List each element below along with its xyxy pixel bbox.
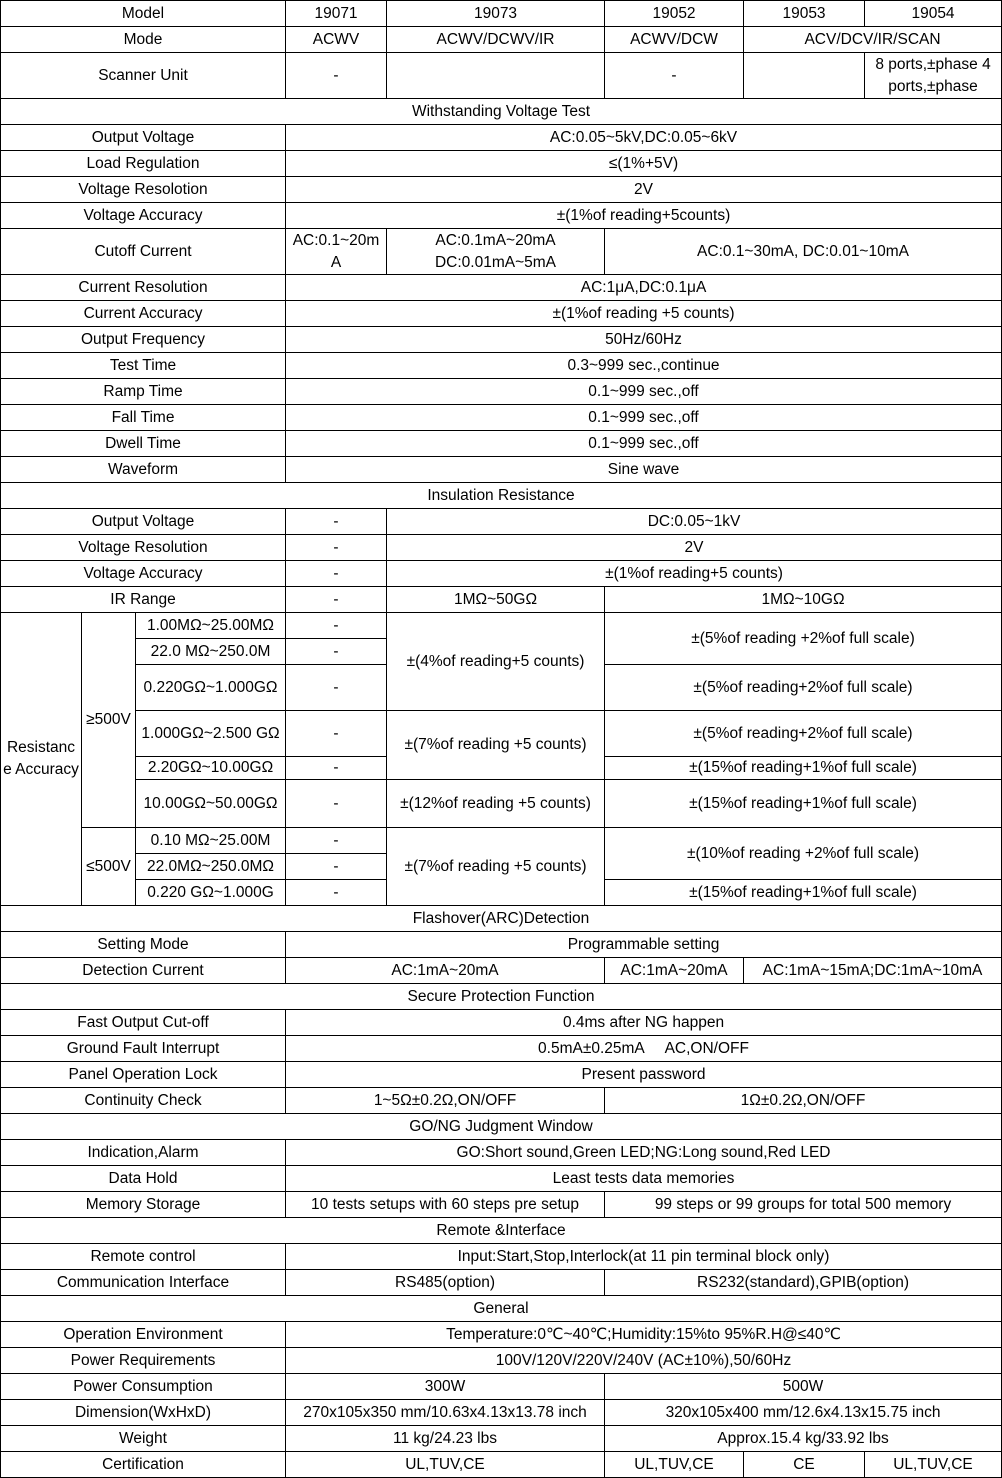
ir-19071-value: - [286, 757, 387, 780]
row-label: Operation Environment [1, 1322, 286, 1348]
row-value: AC:1μA,DC:0.1μA [286, 275, 1002, 301]
mode-19071: ACWV [286, 27, 387, 53]
row-value: Least tests data memories [286, 1166, 1002, 1192]
ir-19071-value: - [286, 535, 387, 561]
table-row [1, 1452, 1002, 1478]
acc-19052-19054: ±(5%of reading+2%of full scale) [605, 711, 1002, 757]
scanner-label: Scanner Unit [1, 53, 286, 99]
ir-range-19052-19054: 1MΩ~10GΩ [605, 587, 1002, 613]
row-value: DC:0.05~1kV [387, 509, 1002, 535]
section-header [1, 906, 1002, 932]
row-label: Weight [1, 1426, 286, 1452]
ir-19071-value: - [286, 880, 387, 906]
model-19054: 19054 [865, 1, 1002, 27]
mode-label: Mode [1, 27, 286, 53]
row-value: ≤(1%+5V) [286, 151, 1002, 177]
acc-19052-19054: ±(5%of reading+2%of full scale) [605, 665, 1002, 711]
acc-19073: ±(7%of reading +5 counts) [387, 828, 605, 906]
memory-19052-19054: 99 steps or 99 groups for total 500 memory [605, 1192, 1002, 1218]
section-title-remote: Remote &Interface [1, 1218, 1002, 1244]
row-label: Output Voltage [1, 125, 286, 151]
ir-19071-value: - [286, 828, 387, 854]
table-row [1, 353, 1002, 379]
table-row [1, 1010, 1002, 1036]
table-row [1, 405, 1002, 431]
range-cell: 1.00MΩ~25.00MΩ [136, 613, 286, 639]
voltage-ge500-label: ≥500V [82, 613, 136, 828]
row-label: Current Accuracy [1, 301, 286, 327]
cert-19053: CE [744, 1452, 865, 1478]
table-row [1, 561, 1002, 587]
cert-19054: UL,TUV,CE [865, 1452, 1002, 1478]
row-label: Fast Output Cut-off [1, 1010, 286, 1036]
detect-19052-19054: AC:1mA~15mA;DC:1mA~10mA [744, 958, 1002, 984]
resistance-accuracy-label: Resistance Accuracy [1, 613, 82, 906]
row-value: ±(1%of reading+5 counts) [387, 561, 1002, 587]
row-label: Indication,Alarm [1, 1140, 286, 1166]
row-value: Programmable setting [286, 932, 1002, 958]
row-label: Voltage Accuracy [1, 203, 286, 229]
row-label: Output Voltage [1, 509, 286, 535]
scanner-19052: - [605, 53, 744, 99]
weight-19052-19054: Approx.15.4 kg/33.92 lbs [605, 1426, 1002, 1452]
section-title-wv: Withstanding Voltage Test [1, 99, 1002, 125]
ir-19071-value: - [286, 509, 387, 535]
row-label: Voltage Resolotion [1, 177, 286, 203]
range-cell: 0.220GΩ~1.000GΩ [136, 665, 286, 711]
row-label: Dwell Time [1, 431, 286, 457]
row-label: Current Resolution [1, 275, 286, 301]
row-label: Communication Interface [1, 1270, 286, 1296]
acc-19052-19054: ±(15%of reading+1%of full scale) [605, 757, 1002, 780]
row-label: Ground Fault Interrupt [1, 1036, 286, 1062]
row-value: 0.3~999 sec.,continue [286, 353, 1002, 379]
dimension-19052-19054: 320x105x400 mm/12.6x4.13x15.75 inch [605, 1400, 1002, 1426]
row-value: GO:Short sound,Green LED;NG:Long sound,Red LED [286, 1140, 1002, 1166]
acc-19073: ±(12%of reading +5 counts) [387, 780, 605, 828]
section-header [1, 99, 1002, 125]
row-label: Voltage Accuracy [1, 561, 286, 587]
row-value: 100V/120V/220V/240V (AC±10%),50/60Hz [286, 1348, 1002, 1374]
range-cell: 22.0MΩ~250.0MΩ [136, 854, 286, 880]
table-row [1, 828, 1002, 854]
comm-19071-19073: RS485(option) [286, 1270, 605, 1296]
range-cell: 2.20GΩ~10.00GΩ [136, 757, 286, 780]
detect-19071: AC:1mA~20mA [286, 958, 605, 984]
mode-19073: ACWV/DCWV/IR [387, 27, 605, 53]
table-row [1, 932, 1002, 958]
row-label: Continuity Check [1, 1088, 286, 1114]
mode-row [1, 27, 1002, 53]
table-row [1, 275, 1002, 301]
table-row [1, 1374, 1002, 1400]
memory-19071-19073: 10 tests setups with 60 steps pre setup [286, 1192, 605, 1218]
table-row [1, 780, 1002, 828]
section-header [1, 1218, 1002, 1244]
power-19052-19054: 500W [605, 1374, 1002, 1400]
table-row [1, 1166, 1002, 1192]
acc-19052-19054: ±(15%of reading+1%of full scale) [605, 780, 1002, 828]
row-label: Remote control [1, 1244, 286, 1270]
ir-19071-value: - [286, 587, 387, 613]
ir-19071-value: - [286, 561, 387, 587]
section-header [1, 1114, 1002, 1140]
row-label: Fall Time [1, 405, 286, 431]
voltage-le500-label: ≤500V [82, 828, 136, 906]
row-label: Data Hold [1, 1166, 286, 1192]
continuity-19052-19054: 1Ω±0.2Ω,ON/OFF [605, 1088, 1002, 1114]
model-19052: 19052 [605, 1, 744, 27]
row-value: 0.1~999 sec.,off [286, 379, 1002, 405]
table-row [1, 457, 1002, 483]
row-label: Certification [1, 1452, 286, 1478]
acc-19073: ±(7%of reading +5 counts) [387, 711, 605, 780]
row-label: Voltage Resolution [1, 535, 286, 561]
table-row [1, 327, 1002, 353]
range-cell: 0.220 GΩ~1.000G [136, 880, 286, 906]
table-row [1, 151, 1002, 177]
model-19053: 19053 [744, 1, 865, 27]
row-value: 0.1~999 sec.,off [286, 405, 1002, 431]
row-value: ±(1%of reading+5counts) [286, 203, 1002, 229]
mode-19053-19054: ACV/DCV/IR/SCAN [744, 27, 1002, 53]
table-row [1, 1088, 1002, 1114]
table-row [1, 1426, 1002, 1452]
table-row [1, 1348, 1002, 1374]
ir-19071-value: - [286, 854, 387, 880]
ir-19071-value: - [286, 639, 387, 665]
row-value: 0.5mA±0.25mA AC,ON/OFF [286, 1036, 1002, 1062]
table-row [1, 229, 1002, 275]
table-row [1, 1140, 1002, 1166]
row-label: Test Time [1, 353, 286, 379]
section-title-protect: Secure Protection Function [1, 984, 1002, 1010]
row-value: 50Hz/60Hz [286, 327, 1002, 353]
row-value: 0.1~999 sec.,off [286, 431, 1002, 457]
table-row [1, 711, 1002, 757]
row-label: Dimension(WxHxD) [1, 1400, 286, 1426]
scanner-row [1, 53, 1002, 99]
scanner-19071: - [286, 53, 387, 99]
table-row [1, 1192, 1002, 1218]
table-row [1, 125, 1002, 151]
scanner-19073 [387, 53, 605, 99]
row-label: Power Requirements [1, 1348, 286, 1374]
row-label: Setting Mode [1, 932, 286, 958]
table-row [1, 1244, 1002, 1270]
table-row [1, 535, 1002, 561]
row-label: Power Consumption [1, 1374, 286, 1400]
table-row [1, 1036, 1002, 1062]
continuity-19071-19073: 1~5Ω±0.2Ω,ON/OFF [286, 1088, 605, 1114]
row-value: Input:Start,Stop,Interlock(at 11 pin terminal block only) [286, 1244, 1002, 1270]
detect-19073: AC:1mA~20mA [605, 958, 744, 984]
acc-19052-19054: ±(5%of reading +2%of full scale) [605, 613, 1002, 665]
model-row [1, 1, 1002, 27]
acc-19073: ±(4%of reading+5 counts) [387, 613, 605, 711]
table-row [1, 301, 1002, 327]
comm-19052-19054: RS232(standard),GPIB(option) [605, 1270, 1002, 1296]
row-value: Present password [286, 1062, 1002, 1088]
cutoff-19052-19054: AC:0.1~30mA, DC:0.01~10mA [605, 229, 1002, 275]
cert-19071-19073: UL,TUV,CE [286, 1452, 605, 1478]
row-value: 2V [387, 535, 1002, 561]
row-label: Output Frequency [1, 327, 286, 353]
row-label: Detection Current [1, 958, 286, 984]
section-header [1, 1296, 1002, 1322]
row-label: Memory Storage [1, 1192, 286, 1218]
weight-19071-19073: 11 kg/24.23 lbs [286, 1426, 605, 1452]
section-title-ir: Insulation Resistance [1, 483, 1002, 509]
row-value: AC:0.05~5kV,DC:0.05~6kV [286, 125, 1002, 151]
acc-19052-19054: ±(10%of reading +2%of full scale) [605, 828, 1002, 880]
table-row [1, 509, 1002, 535]
range-cell: 0.10 MΩ~25.00M [136, 828, 286, 854]
table-row [1, 958, 1002, 984]
cutoff-19071: AC:0.1~20mA [286, 229, 387, 275]
section-header [1, 984, 1002, 1010]
cutoff-19073: AC:0.1mA~20mA DC:0.01mA~5mA [387, 229, 605, 275]
scanner-19054: 8 ports,±phase 4 ports,±phase [865, 53, 1002, 99]
ir-19071-value: - [286, 665, 387, 711]
range-cell: 1.000GΩ~2.500 GΩ [136, 711, 286, 757]
table-row [1, 613, 1002, 639]
acc-19052-19054: ±(15%of reading+1%of full scale) [605, 880, 1002, 906]
row-label: Panel Operation Lock [1, 1062, 286, 1088]
row-value: 2V [286, 177, 1002, 203]
section-title-arc: Flashover(ARC)Detection [1, 906, 1002, 932]
table-row [1, 379, 1002, 405]
ir-19071-value: - [286, 613, 387, 639]
row-value: 0.4ms after NG happen [286, 1010, 1002, 1036]
scanner-19053 [744, 53, 865, 99]
range-cell: 22.0 MΩ~250.0M [136, 639, 286, 665]
table-row [1, 177, 1002, 203]
power-19071-19073: 300W [286, 1374, 605, 1400]
section-header [1, 483, 1002, 509]
range-cell: 10.00GΩ~50.00GΩ [136, 780, 286, 828]
section-title-general: General [1, 1296, 1002, 1322]
row-label: Waveform [1, 457, 286, 483]
ir-19071-value: - [286, 780, 387, 828]
model-label: Model [1, 1, 286, 27]
row-label: Load Regulation [1, 151, 286, 177]
ir-range-19073: 1MΩ~50GΩ [387, 587, 605, 613]
dimension-19071-19073: 270x105x350 mm/10.63x4.13x13.78 inch [286, 1400, 605, 1426]
ir-19071-value: - [286, 711, 387, 757]
row-value: Sine wave [286, 457, 1002, 483]
table-row [1, 1322, 1002, 1348]
model-19071: 19071 [286, 1, 387, 27]
table-row [1, 1062, 1002, 1088]
model-19073: 19073 [387, 1, 605, 27]
row-label: IR Range [1, 587, 286, 613]
table-row [1, 1400, 1002, 1426]
mode-19052: ACWV/DCW [605, 27, 744, 53]
table-row [1, 431, 1002, 457]
table-row [1, 1270, 1002, 1296]
cert-19052: UL,TUV,CE [605, 1452, 744, 1478]
table-row [1, 587, 1002, 613]
row-value: ±(1%of reading +5 counts) [286, 301, 1002, 327]
section-title-gong: GO/NG Judgment Window [1, 1114, 1002, 1140]
row-value: Temperature:0℃~40℃;Humidity:15%to 95%R.H@≤40℃ [286, 1322, 1002, 1348]
row-label: Ramp Time [1, 379, 286, 405]
row-label: Cutoff Current [1, 229, 286, 275]
table-row [1, 203, 1002, 229]
